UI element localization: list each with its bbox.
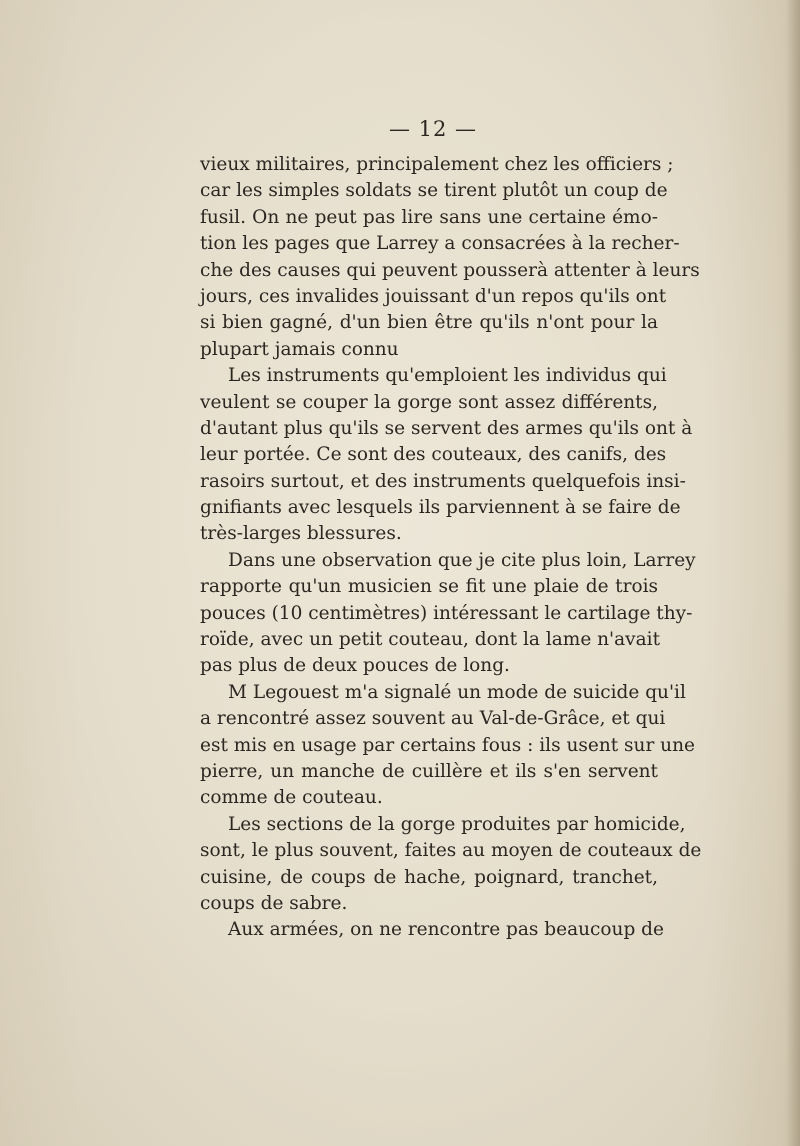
- paragraph-start: M Legouest m'a signalé un mode de suicide qu'il: [228, 681, 686, 703]
- text-line: gnifiants avec lesquels ils parviennent à se faire de: [200, 497, 681, 519]
- text-line: est mis en usage par certains fous : ils usent sur une: [200, 734, 695, 756]
- text-line: d'autant plus qu'ils se servent des armes qu'ils ont à: [200, 417, 693, 439]
- text-line: coups de sabre.: [200, 892, 348, 914]
- text-line: pas plus de deux pouces de long.: [200, 655, 510, 677]
- text-line: pierre, un manche de cuillère et ils s'en servent: [200, 760, 658, 782]
- text-line: rasoirs surtout, et des instruments quelquefois insi-: [200, 470, 686, 492]
- text-line: comme de couteau.: [200, 787, 383, 809]
- page-edge-shadow: [786, 0, 800, 1146]
- paragraph-start: Dans une observation que je cite plus loin, Larrey: [228, 549, 696, 571]
- text-line: pouces (10 centimètres) intéressant le cartilage thy-: [200, 602, 693, 624]
- text-line: a rencontré assez souvent au Val-de-Grâce, et qui: [200, 708, 666, 730]
- text-line: leur portée. Ce sont des couteaux, des canifs, des: [200, 444, 667, 466]
- text-line: cuisine, de coups de hache, poignard, tranchet,: [200, 866, 658, 888]
- text-line: tion les pages que Larrey a consacrées à la recher-: [200, 233, 680, 255]
- text-line: car les simples soldats se tirent plutôt un coup de: [200, 180, 668, 202]
- text-line: vieux militaires, principalement chez les officiers ;: [200, 154, 674, 175]
- text-line: si bien gagné, d'un bien être qu'ils n'ont pour la: [200, 312, 658, 334]
- text-line: plupart jamais connu: [200, 338, 399, 360]
- paragraph-start: Les sections de la gorge produites par homicide,: [228, 813, 686, 835]
- text-line: che des causes qui peuvent pousserà attenter à leurs: [200, 259, 700, 281]
- page-number: — 12 —: [388, 117, 478, 141]
- text-line: sont, le plus souvent, faites au moyen de couteaux de: [200, 840, 702, 862]
- body-text: [200, 152, 702, 944]
- paragraph-start: Aux armées, on ne rencontre pas beaucoup de: [228, 919, 664, 941]
- text-line: très-larges blessures.: [200, 523, 402, 545]
- text-line: roïde, avec un petit couteau, dont la lame n'avait: [200, 629, 661, 651]
- text-line: rapporte qu'un musicien se fit une plaie de trois: [200, 576, 658, 598]
- text-line: veulent se couper la gorge sont assez différents,: [200, 391, 658, 413]
- text-line: jours, ces invalides jouissant d'un repos qu'ils ont: [200, 285, 667, 307]
- paragraph-start: Les instruments qu'emploient les individus qui: [228, 365, 667, 387]
- text-line: fusil. On ne peut pas lire sans une certaine émo-: [200, 206, 658, 228]
